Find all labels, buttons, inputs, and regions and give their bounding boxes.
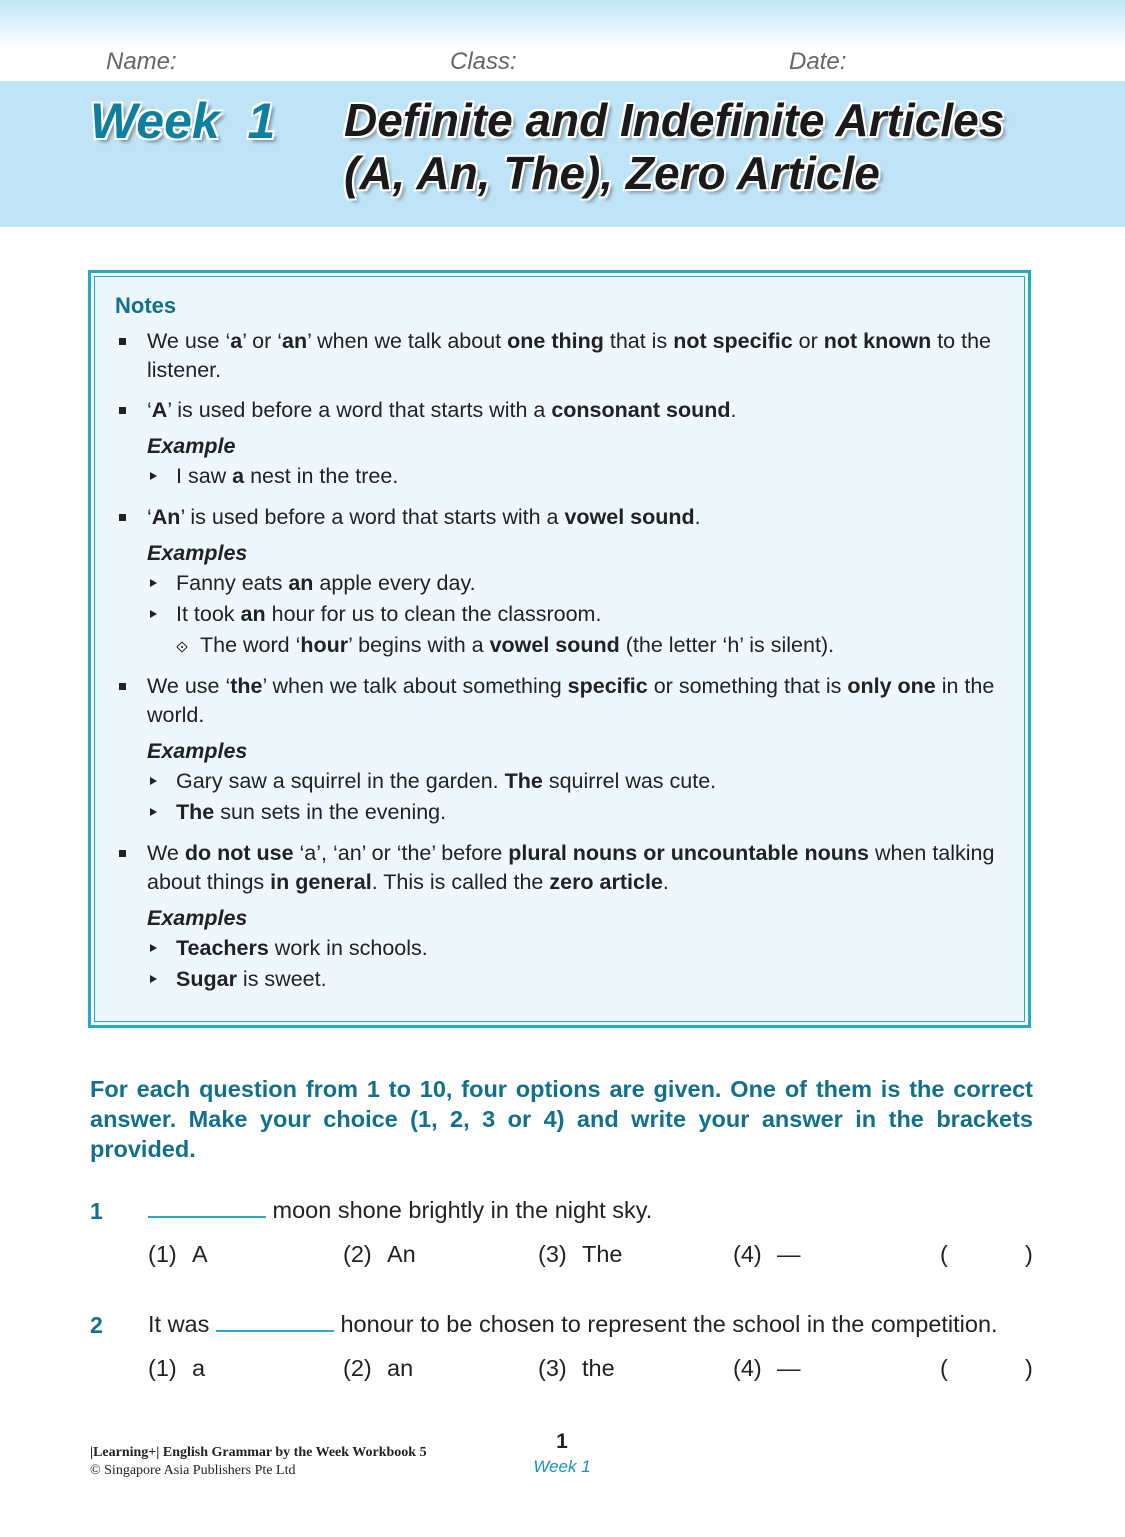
page-week-label: Week 1 (533, 1457, 591, 1476)
bold-text: one thing (507, 329, 604, 353)
example-item (147, 797, 1011, 828)
bold-text: Sugar (176, 967, 237, 991)
option-text: an (387, 1355, 414, 1381)
book-title: |Learning+| English Grammar by the Week Workbook 5 (90, 1445, 427, 1460)
bold-text: The (176, 800, 215, 824)
bold-text: The (504, 769, 543, 793)
text: ‘a’, ‘an’ or ‘the’ before (293, 841, 509, 865)
option-3[interactable] (538, 1241, 623, 1268)
answer-bracket-close[interactable]: ) (1025, 1241, 1033, 1267)
text: We (147, 841, 185, 865)
example-label: Examples (147, 541, 248, 565)
example-item (147, 568, 1011, 599)
bold-text: a (230, 329, 243, 353)
note-item (115, 839, 1011, 995)
answer-bracket-close[interactable]: ) (1025, 1355, 1033, 1381)
option-text: An (387, 1241, 416, 1267)
title-line-1: Definite and Indefinite Articles (344, 94, 1005, 146)
option-2[interactable] (343, 1355, 413, 1382)
week-label: Week 1 (90, 93, 276, 149)
title-line-2: (A, An, The), Zero Article (344, 147, 880, 199)
text: work in schools. (268, 936, 428, 960)
note-item (115, 503, 1011, 661)
triangle-bullet-icon (150, 579, 157, 587)
text: . (694, 505, 701, 529)
option-number: (3) (538, 1355, 567, 1381)
square-bullet-icon (119, 338, 126, 345)
bold-text: An (151, 505, 181, 529)
text: in the world. (147, 674, 995, 727)
triangle-bullet-icon (150, 472, 157, 480)
bold-text: not known (823, 329, 932, 353)
text: (the letter ‘h’ is silent). (619, 633, 835, 657)
text: squirrel was cute. (542, 769, 717, 793)
date-label: Date: (789, 48, 847, 75)
option-text: The (582, 1241, 623, 1267)
bold-text: do not use (184, 841, 294, 865)
bold-text: specific (567, 674, 648, 698)
question-text-after: honour to be chosen to represent the school in the competition. (340, 1311, 998, 1337)
triangle-bullet-icon (150, 777, 157, 785)
question-text (148, 1311, 998, 1338)
option-number: (4) (733, 1241, 762, 1267)
example-item (147, 599, 1011, 630)
notes-box (88, 270, 1031, 1028)
text: hour for us to clean the classroom. (265, 602, 602, 626)
class-label: Class: (450, 48, 517, 75)
answer-bracket-open[interactable]: ( (940, 1241, 948, 1267)
text: We use ‘ (147, 674, 231, 698)
page-title (344, 94, 1004, 200)
question-text-after: moon shone brightly in the night sky. (272, 1197, 653, 1223)
square-bullet-icon (119, 683, 126, 690)
option-number: (3) (538, 1241, 567, 1267)
text: . (730, 398, 737, 422)
bold-text: hour (300, 633, 349, 657)
text: It took (176, 602, 241, 626)
question-number: 2 (90, 1312, 103, 1338)
text: that is (603, 329, 674, 353)
question-number: 1 (90, 1198, 103, 1224)
sub-note-item (147, 630, 1011, 661)
option-1[interactable] (148, 1355, 205, 1382)
example-label: Example (147, 434, 236, 458)
text: nest in the tree. (244, 464, 399, 488)
bold-text: A (151, 398, 168, 422)
answer-bracket-open[interactable]: ( (940, 1355, 948, 1381)
option-text: — (777, 1241, 801, 1267)
text: ‘ (147, 505, 152, 529)
option-4[interactable] (733, 1355, 801, 1382)
text: Fanny eats (176, 571, 289, 595)
text: or (792, 329, 824, 353)
square-bullet-icon (119, 407, 126, 414)
text: to the listener. (147, 329, 991, 382)
bold-text: a (232, 464, 245, 488)
text: ’ is used before a word that starts with a (180, 505, 565, 529)
text: Gary saw a squirrel in the garden. (176, 769, 505, 793)
example-item (147, 766, 1011, 797)
question-text-before: It was (148, 1311, 210, 1337)
text: is sweet. (236, 967, 327, 991)
student-fields (0, 48, 1125, 78)
bold-text: only one (847, 674, 936, 698)
option-number: (1) (148, 1355, 177, 1381)
square-bullet-icon (119, 514, 126, 521)
text: ’ when we talk about something (262, 674, 568, 698)
notes-heading: Notes (115, 293, 177, 318)
option-text: a (192, 1355, 206, 1381)
option-3[interactable] (538, 1355, 615, 1382)
option-text: the (582, 1355, 615, 1381)
bold-text: zero article (549, 870, 663, 894)
page-number: 1 (556, 1430, 568, 1453)
bold-text: Teachers (176, 936, 269, 960)
square-bullet-icon (119, 850, 126, 857)
text: We use ‘ (147, 329, 231, 353)
example-label: Examples (147, 906, 248, 930)
option-number: (4) (733, 1355, 762, 1381)
text: sun sets in the evening. (214, 800, 447, 824)
text: ’ when we talk about (307, 329, 508, 353)
example-label: Examples (147, 739, 248, 763)
example-item (147, 933, 1011, 964)
option-text: A (192, 1241, 208, 1267)
option-number: (2) (343, 1241, 372, 1267)
instructions: For each question from 1 to 10, four options are given. One of them is the correct answer. Make your choice (1, 2, 3 or 4) and write your answer in the brackets provided. (90, 1076, 1033, 1162)
text: I saw (176, 464, 233, 488)
copyright: © Singapore Asia Publishers Pte Ltd (90, 1463, 296, 1478)
note-item (115, 396, 1011, 492)
text: The word ‘ (200, 633, 301, 657)
bold-text: an (240, 602, 266, 626)
top-gradient (0, 0, 1125, 48)
note-item (115, 327, 1011, 385)
bold-text: an (282, 329, 308, 353)
bold-text: plural nouns or uncountable nouns (508, 841, 869, 865)
text: ’ begins with a (348, 633, 490, 657)
example-item (147, 461, 1011, 492)
option-1[interactable] (148, 1241, 208, 1268)
triangle-bullet-icon (150, 808, 157, 816)
bold-text: consonant sound (551, 398, 731, 422)
name-label: Name: (106, 48, 177, 75)
text: ’ or ‘ (242, 329, 283, 353)
bold-text: an (288, 571, 314, 595)
text: apple every day. (313, 571, 476, 595)
text: when talking about things (147, 841, 995, 894)
option-number: (1) (148, 1241, 177, 1267)
diamond-bullet-icon (176, 641, 187, 652)
bold-text: in general (270, 870, 372, 894)
option-number: (2) (343, 1355, 372, 1381)
example-item (147, 964, 1011, 995)
question-text (148, 1197, 652, 1224)
triangle-bullet-icon (150, 944, 157, 952)
text: ‘ (147, 398, 152, 422)
answer-blank (216, 1312, 334, 1332)
bold-text: vowel sound (489, 633, 620, 657)
bold-text: not specific (673, 329, 793, 353)
note-item (115, 672, 1011, 828)
footer-credits (90, 1444, 427, 1480)
text: ’ is used before a word that starts with a (167, 398, 552, 422)
text: . (662, 870, 669, 894)
triangle-bullet-icon (150, 610, 157, 618)
text: or something that is (647, 674, 848, 698)
triangle-bullet-icon (150, 975, 157, 983)
bold-text: vowel sound (564, 505, 695, 529)
answer-blank (148, 1198, 266, 1218)
option-text: — (777, 1355, 801, 1381)
text: . This is called the (371, 870, 550, 894)
bold-text: the (230, 674, 263, 698)
option-4[interactable] (733, 1241, 801, 1268)
option-2[interactable] (343, 1241, 416, 1268)
